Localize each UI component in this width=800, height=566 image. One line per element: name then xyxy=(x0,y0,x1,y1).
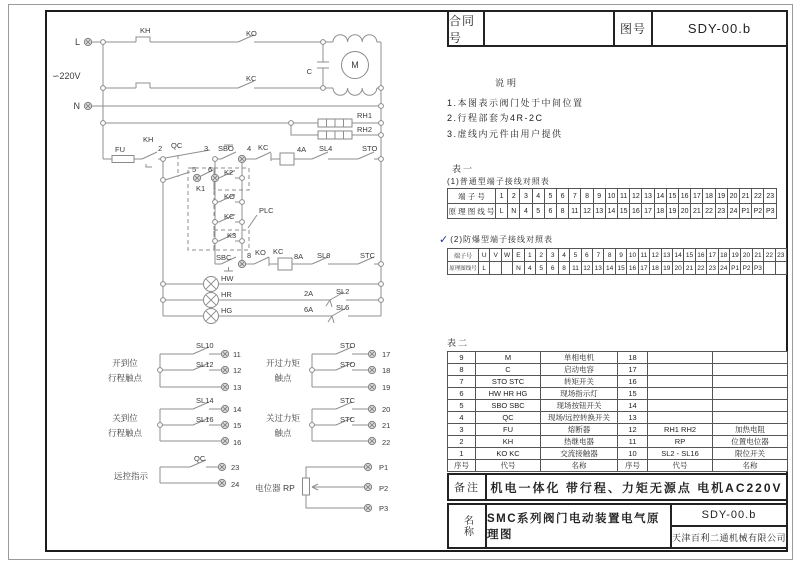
terminal-cell: 6 xyxy=(544,204,556,219)
circuit-label: SL10 xyxy=(196,341,214,350)
terminal-cell: 13 xyxy=(661,249,672,262)
terminal-cell: 21 xyxy=(740,189,752,204)
circuit-label: 开到位 xyxy=(112,358,138,368)
circuit-label: SL8 xyxy=(317,251,331,260)
contract-no-value xyxy=(485,12,615,45)
terminal-cell: 9 xyxy=(593,189,605,204)
terminal-cell: 5 xyxy=(544,189,556,204)
component-cell: 现场/远控转换开关 xyxy=(541,412,618,424)
power-wires xyxy=(92,35,381,316)
terminal-cell: 16 xyxy=(679,189,691,204)
component-cell: 18 xyxy=(618,352,648,364)
component-cell: 代号 xyxy=(476,460,541,472)
terminal-cell: 11 xyxy=(569,204,581,219)
circuit-label: KC xyxy=(246,74,257,83)
name-label: 名称 xyxy=(449,505,487,547)
notes-items xyxy=(447,96,777,143)
terminal-cell: 8 xyxy=(558,262,569,275)
component-cell xyxy=(713,376,788,388)
terminal-cell: 23 xyxy=(764,189,777,204)
drawing-no-and-company xyxy=(672,505,786,547)
circuit-label: 关过力矩 xyxy=(265,413,301,423)
circuit-label: 电位器 RP xyxy=(255,483,295,493)
component-row xyxy=(448,436,788,448)
terminal-cell: 11 xyxy=(638,249,649,262)
terminal-cell: 3 xyxy=(520,189,532,204)
component-row xyxy=(448,400,788,412)
fuse-icon xyxy=(112,156,134,163)
terminal-cell: 12 xyxy=(581,204,593,219)
terminal-cell: 4 xyxy=(532,189,544,204)
circuit-label: P1 xyxy=(379,463,389,472)
component-cell: KO KC xyxy=(476,448,541,460)
terminal-cell: 15 xyxy=(666,189,678,204)
component-cell: 名称 xyxy=(713,460,788,472)
terminal-cell: 15 xyxy=(618,204,630,219)
terminal-cell: 1 xyxy=(524,249,535,262)
component-cell: 16 xyxy=(618,376,648,388)
circuit-label: SBC xyxy=(216,253,232,262)
resistor-rh2-icon xyxy=(318,131,352,139)
circuit-diagram xyxy=(45,10,437,552)
circuit-label: KO xyxy=(224,192,235,201)
drawing-no-label: 图号 xyxy=(615,12,653,45)
contract-no-label: 合同号 xyxy=(449,12,485,45)
terminal-cell xyxy=(501,262,512,275)
terminal-cell: W xyxy=(501,249,512,262)
terminal-cell: 24 xyxy=(718,262,729,275)
terminal-cell: 18 xyxy=(718,249,729,262)
component-cell: 14 xyxy=(618,400,648,412)
circuit-label: 23 xyxy=(231,463,240,472)
component-cell: 现场指示灯 xyxy=(541,388,618,400)
component-cell: KH xyxy=(476,436,541,448)
capacitor-icon xyxy=(317,42,329,88)
terminal-cell xyxy=(764,262,775,275)
component-row xyxy=(448,448,788,460)
circuit-label: RH2 xyxy=(357,125,373,134)
terminal-cell: 20 xyxy=(727,189,739,204)
terminal-cell: 16 xyxy=(630,204,642,219)
circuit-label: 13 xyxy=(233,383,242,392)
drawing-name: SMC系列阀门电动装置电气原理图 xyxy=(487,505,672,547)
table1-caption: 表一 xyxy=(452,164,475,174)
terminal-cell: 14 xyxy=(604,262,615,275)
component-row xyxy=(448,412,788,424)
component-cell xyxy=(713,388,788,400)
circuit-label: 24 xyxy=(231,480,240,489)
terminal-cell: 20 xyxy=(679,204,691,219)
company-name: 天津百利二通机械有限公司 xyxy=(672,532,787,543)
component-cell xyxy=(713,412,788,424)
terminal-cell: 1 xyxy=(496,189,508,204)
component-cell: FU xyxy=(476,424,541,436)
circuit-label: L xyxy=(74,37,80,47)
circuit-label: SL16 xyxy=(196,415,214,424)
terminal-cell: 19 xyxy=(715,189,727,204)
terminal-cell: 4 xyxy=(520,204,532,219)
circuit-label: 14 xyxy=(233,405,242,414)
terminal-cell: 17 xyxy=(638,262,649,275)
terminal-cell: 8 xyxy=(581,189,593,204)
component-row xyxy=(448,388,788,400)
terminal-cell: 14 xyxy=(672,249,683,262)
terminal-cell: 5 xyxy=(570,249,581,262)
terminal-cell: 13 xyxy=(593,204,605,219)
name-block xyxy=(447,503,788,549)
terminal-cell: 23 xyxy=(775,249,786,262)
terminal-cell: 22 xyxy=(752,189,764,204)
component-cell: 交流接触器 xyxy=(541,448,618,460)
terminal-cell: 9 xyxy=(615,249,626,262)
circuit-label: 8 xyxy=(247,251,252,260)
terminal-cell: P2 xyxy=(741,262,752,275)
circuit-label: 6 xyxy=(208,165,213,174)
component-cell: RP xyxy=(648,436,713,448)
component-cell: 5 xyxy=(448,400,476,412)
circuit-label: M xyxy=(351,60,359,70)
circuit-label: 3 xyxy=(204,144,209,153)
terminal-cell: 17 xyxy=(707,249,718,262)
table2-header-row xyxy=(448,460,788,472)
circuit-label: SL4 xyxy=(319,144,333,153)
circuit-label: KH xyxy=(140,26,151,35)
component-cell: HW HR HG xyxy=(476,388,541,400)
terminal-cell: 13 xyxy=(593,262,604,275)
component-cell: 名称 xyxy=(541,460,618,472)
circuit-label: 行程触点 xyxy=(107,428,143,438)
contactor-ko-coil-icon xyxy=(280,153,294,165)
notes xyxy=(447,76,777,142)
terminal-cell: 2 xyxy=(536,249,547,262)
component-cell xyxy=(648,364,713,376)
terminal-cell: U xyxy=(479,249,490,262)
circuit-label: STO xyxy=(362,144,378,153)
circuit-label: STO xyxy=(340,341,356,350)
check-icon: ✓ xyxy=(439,233,450,246)
component-row xyxy=(448,376,788,388)
circuit-label: 20 xyxy=(382,405,391,414)
terminal-cell: 5 xyxy=(536,262,547,275)
circuit-label: KC xyxy=(258,143,269,152)
circuit-label: KO xyxy=(255,248,266,257)
row-label: 原理图线号 xyxy=(448,262,479,275)
component-cell: 6 xyxy=(448,388,476,400)
component-cell: STO STC xyxy=(476,376,541,388)
terminal-cell: 10 xyxy=(605,189,617,204)
component-cell xyxy=(713,400,788,412)
component-cell: 位置电位器 xyxy=(713,436,788,448)
component-cell: 2 xyxy=(448,436,476,448)
circuit-label: 4 xyxy=(247,144,252,153)
component-cell: 限位开关 xyxy=(713,448,788,460)
table1-explosion-title: ✓ (2)防爆型端子接线对照表 xyxy=(439,233,553,246)
resistor-rh1-icon xyxy=(318,119,352,127)
component-cell: 8 xyxy=(448,364,476,376)
component-cell xyxy=(648,388,713,400)
terminal-cell: 19 xyxy=(729,249,740,262)
circuit-label: C xyxy=(306,67,312,76)
circuit-label: STC xyxy=(340,396,355,405)
circuit-label: 18 xyxy=(382,366,391,375)
component-cell: 转矩开关 xyxy=(541,376,618,388)
terminal-cell: 21 xyxy=(752,249,763,262)
terminal-cell: 13 xyxy=(642,189,654,204)
terminal-cell: 8 xyxy=(557,204,569,219)
component-list-table xyxy=(447,351,788,472)
circuit-label: STO xyxy=(340,360,356,369)
normal-terminal-table xyxy=(447,188,777,219)
terminal-cell: 23 xyxy=(715,204,727,219)
circuit-label: SL6 xyxy=(336,303,350,312)
remark-block xyxy=(447,473,788,501)
circuit-label: HG xyxy=(221,306,233,315)
component-cell: M xyxy=(476,352,541,364)
circuit-label: SL12 xyxy=(196,360,214,369)
circuit-label: 远控指示 xyxy=(113,471,149,481)
terminal-cell: 4 xyxy=(558,249,569,262)
terminal-cell: L xyxy=(496,204,508,219)
terminal-cell: 24 xyxy=(727,204,739,219)
component-cell: 11 xyxy=(618,436,648,448)
terminal-cell: 2 xyxy=(508,189,520,204)
circuit-label: QC xyxy=(171,141,183,150)
circuit-label: 22 xyxy=(382,438,391,447)
component-cell: 现场按钮开关 xyxy=(541,400,618,412)
component-row xyxy=(448,364,788,376)
circuit-label: 2 xyxy=(158,144,163,153)
circuit-label: P3 xyxy=(379,504,389,513)
terminal-cell: 22 xyxy=(764,249,775,262)
terminal-cell: N xyxy=(513,262,524,275)
terminal-cell: 23 xyxy=(707,262,718,275)
circuit-label: 2A xyxy=(304,289,314,298)
lamp-hw-icon xyxy=(204,277,219,292)
circuit-label: 行程触点 xyxy=(107,373,143,383)
circuit-label: RH1 xyxy=(357,111,373,120)
terminal-cell: 20 xyxy=(741,249,752,262)
circuit-label: 16 xyxy=(233,438,242,447)
table2-caption: 表二 xyxy=(447,338,470,348)
component-cell xyxy=(648,376,713,388)
component-cell: 代号 xyxy=(648,460,713,472)
terminal-cell: 21 xyxy=(691,204,703,219)
circuit-label: STC xyxy=(360,251,375,260)
terminal-cell: V xyxy=(490,249,501,262)
terminal-cell: 17 xyxy=(691,189,703,204)
terminal-cell: 16 xyxy=(627,262,638,275)
notes-title: 说明 xyxy=(495,78,520,88)
component-cell: C xyxy=(476,364,541,376)
row-label: 原 理 图 线 号 xyxy=(448,204,496,219)
terminal-cell: 22 xyxy=(703,204,715,219)
component-cell: 4 xyxy=(448,412,476,424)
note-item: 3.虚线内元件由用户提供 xyxy=(447,128,563,139)
terminal-cell xyxy=(775,262,786,275)
circuit-label: SBO xyxy=(218,144,234,153)
circuit-label: SL14 xyxy=(196,396,214,405)
terminal-cell: 5 xyxy=(532,204,544,219)
remark-text: 机电一体化 带行程、力矩无源点 电机AC220V xyxy=(490,480,783,495)
terminal-cell: P3 xyxy=(764,204,777,219)
circuit-label: 开过力矩 xyxy=(265,358,301,368)
component-cell: 9 xyxy=(448,352,476,364)
component-cell: 15 xyxy=(618,388,648,400)
row-label: 端 子 号 xyxy=(448,189,496,204)
circuit-label: 关到位 xyxy=(112,413,138,423)
terminal-cell: 17 xyxy=(642,204,654,219)
circuit-label: 11 xyxy=(233,350,241,359)
circuit-label: 8A xyxy=(294,252,304,261)
terminal-cell: 8 xyxy=(604,249,615,262)
circuit-label: 4A xyxy=(297,145,307,154)
circuit-label: 6A xyxy=(304,305,314,314)
lamp-hg-icon xyxy=(204,309,219,324)
component-cell: 启动电容 xyxy=(541,364,618,376)
circuit-label: N xyxy=(73,101,80,111)
terminal-cell: 18 xyxy=(650,262,661,275)
terminal-cell: E xyxy=(513,249,524,262)
drawing-no-value: SDY-00.b xyxy=(687,21,752,36)
terminal-cell: P1 xyxy=(740,204,752,219)
terminal-cell: 16 xyxy=(695,249,706,262)
terminal-cell: 21 xyxy=(684,262,695,275)
circuit-label: 21 xyxy=(382,421,391,430)
terminal-cell: 3 xyxy=(547,249,558,262)
circuit-label: ∽220V xyxy=(52,71,81,81)
circuit-label: 15 xyxy=(233,421,242,430)
component-cell: 3 xyxy=(448,424,476,436)
terminal-cell: 12 xyxy=(630,189,642,204)
table1-normal-title: (1)普通型端子接线对照表 xyxy=(447,177,550,186)
terminal-cell: 11 xyxy=(618,189,630,204)
component-cell: 1 xyxy=(448,448,476,460)
component-cell: 序号 xyxy=(448,460,476,472)
component-cell: 7 xyxy=(448,376,476,388)
terminal-cell: 12 xyxy=(650,249,661,262)
component-cell xyxy=(713,352,788,364)
circuit-label: K2 xyxy=(224,168,234,177)
circuit-label: SL2 xyxy=(336,287,350,296)
circuit-label: 19 xyxy=(382,383,391,392)
component-cell: QC xyxy=(476,412,541,424)
lamp-hr-icon xyxy=(204,293,219,308)
terminal-cell: P3 xyxy=(752,262,763,275)
explosion-proof-terminal-table xyxy=(447,248,787,275)
component-row xyxy=(448,352,788,364)
terminal-cell: 19 xyxy=(661,262,672,275)
circuit-label: HW xyxy=(221,274,234,283)
terminal-cell: P2 xyxy=(752,204,764,219)
component-cell xyxy=(648,352,713,364)
circuit-label: STC xyxy=(340,415,355,424)
component-cell xyxy=(648,400,713,412)
terminal-cell: 4 xyxy=(524,262,535,275)
terminal-cell: 12 xyxy=(581,262,592,275)
component-cell xyxy=(648,412,713,424)
component-cell xyxy=(713,364,788,376)
component-cell: 单相电机 xyxy=(541,352,618,364)
terminal-cell: 22 xyxy=(695,262,706,275)
terminal-cell: 6 xyxy=(557,189,569,204)
top-title-block xyxy=(447,10,788,47)
component-cell: RH1 RH2 xyxy=(648,424,713,436)
component-cell: 12 xyxy=(618,424,648,436)
component-cell: SL2 - SL16 xyxy=(648,448,713,460)
row-label: 端子号 xyxy=(448,249,479,262)
terminal-cell: 14 xyxy=(605,204,617,219)
component-row xyxy=(448,424,788,436)
component-cell: 熔断器 xyxy=(541,424,618,436)
circuit-label: 触点 xyxy=(274,373,292,383)
component-cell: 13 xyxy=(618,412,648,424)
circuit-label: P2 xyxy=(379,484,389,493)
circuit-label: 12 xyxy=(233,366,242,375)
circuit-label: KC xyxy=(273,247,284,256)
circuit-label: FU xyxy=(115,145,125,154)
terminal-cell: 15 xyxy=(684,249,695,262)
drawing-no-bottom: SDY-00.b xyxy=(672,505,786,527)
circuit-label: 触点 xyxy=(274,428,292,438)
component-cell: 加热电阻 xyxy=(713,424,788,436)
potentiometer-icon xyxy=(303,467,365,508)
circuit-label: K1 xyxy=(196,184,206,193)
circuit-label: KC xyxy=(224,212,235,221)
terminal-cell: 15 xyxy=(615,262,626,275)
terminal-cell: 7 xyxy=(569,189,581,204)
terminal-cell xyxy=(490,262,501,275)
circuit-label: K3 xyxy=(227,231,237,240)
circuit-label: 5 xyxy=(192,165,197,174)
component-cell: 17 xyxy=(618,364,648,376)
circuit-label: QC xyxy=(194,454,206,463)
terminal-cell: 10 xyxy=(627,249,638,262)
terminal-cell: 20 xyxy=(672,262,683,275)
remark-label: 备注 xyxy=(449,475,487,499)
terminal-cell: 19 xyxy=(666,204,678,219)
note-item: 2.行程部套为4R-2C xyxy=(447,113,544,123)
terminal-cell: 6 xyxy=(547,262,558,275)
terminal-cell: L xyxy=(479,262,490,275)
terminal-cell: 14 xyxy=(654,189,666,204)
component-cell: 10 xyxy=(618,448,648,460)
circuit-label: HR xyxy=(221,290,232,299)
terminal-cell: 18 xyxy=(703,189,715,204)
component-cell: SBO SBC xyxy=(476,400,541,412)
terminal-cell: 18 xyxy=(654,204,666,219)
terminal-cell: 7 xyxy=(593,249,604,262)
component-cell: 序号 xyxy=(618,460,648,472)
contactor-kc-coil-icon xyxy=(278,258,292,270)
terminal-cell: 6 xyxy=(581,249,592,262)
circuit-label: 17 xyxy=(382,350,391,359)
terminal-cell: N xyxy=(508,204,520,219)
note-item: 1.本图表示阀门处于中间位置 xyxy=(447,97,584,108)
component-cell: 热继电器 xyxy=(541,436,618,448)
circuit-label: KH xyxy=(143,135,154,144)
circuit-label: KO xyxy=(246,29,257,38)
circuit-label: PLC xyxy=(259,206,274,215)
terminal-cell: 11 xyxy=(570,262,581,275)
terminal-cell: P1 xyxy=(729,262,740,275)
